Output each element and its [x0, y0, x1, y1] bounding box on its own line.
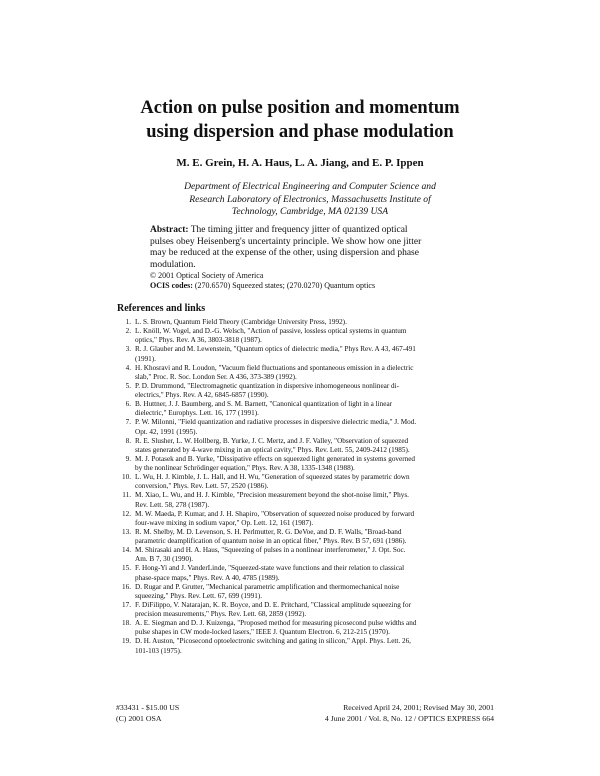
abstract-label: Abstract:	[150, 225, 189, 235]
reference-text-line: electrics," Phys. Rev. A 42, 6845-6857 (1990).	[135, 391, 269, 399]
references-heading: References and links	[117, 303, 206, 314]
reference-text-line: L. Wu, H. J. Kimble, J. L. Hall, and H. Wu, "Generation of squeezed states by parametric down	[135, 473, 410, 482]
reference-text-line: phase-space maps," Phys. Rev. A 40, 4785 (1989).	[135, 573, 280, 582]
reference-item	[120, 510, 492, 528]
abstract-line	[150, 225, 468, 237]
reference-item	[120, 601, 492, 619]
reference-text-line: A. E. Siegman and D. J. Kuizenga, "Proposed method for measuring picosecond pulse widths and	[135, 619, 417, 628]
reference-list	[120, 318, 492, 656]
reference-number: 4.	[125, 363, 131, 372]
reference-number: 5.	[125, 381, 131, 390]
footer-line: 4 June 2001 / Vol. 8, No. 12 / OPTICS EXPRESS 664	[324, 713, 494, 723]
affiliation-line: Department of Electrical Engineering and Computer Science and	[184, 181, 436, 192]
affiliation-line: Research Laboratory of Electronics, Massachusetts Institute of	[189, 193, 431, 205]
reference-number: 6.	[125, 400, 131, 409]
reference-text-line: four-wave mixing in sodium vapor," Op. Lett. 12, 161 (1987).	[135, 518, 314, 527]
copyright-notice: © 2001 Optical Society of America	[150, 271, 264, 280]
reference-item	[120, 528, 492, 546]
reference-text-line: (1991).	[135, 354, 156, 363]
reference-text-line: slab," Proc. R. Soc. London Ser. A 436, 373-389 (1992).	[135, 372, 297, 381]
reference-number: 11.	[122, 491, 131, 500]
reference-text-line: squeezing," Phys. Rev. Lett. 67, 699 (1991).	[135, 591, 263, 600]
reference-item	[120, 364, 492, 382]
reference-item	[120, 546, 492, 564]
reference-text-line: H. Khosravi and R. Loudon, "Vacuum field fluctuations and spontaneous emission in a dielectric	[135, 363, 414, 372]
footer-left	[116, 703, 179, 725]
reference-item	[120, 491, 492, 509]
reference-number: 1.	[125, 318, 131, 326]
ocis-label: OCIS codes:	[150, 281, 193, 290]
reference-item	[120, 455, 492, 473]
reference-number: 15.	[122, 564, 131, 573]
reference-text-line: 101-103 (1975).	[135, 646, 182, 655]
reference-text-line: P. W. Milonni, "Field quantization and radiative processes in dispersive dielectric media," J. Mod.	[135, 418, 417, 427]
reference-item	[120, 345, 492, 363]
reference-text-line: M. J. Potasek and B. Yurke, "Dissipative effects on squeezed light generated in systems governed	[135, 454, 415, 463]
reference-text-line: Am. B 7, 30 (1990).	[135, 555, 194, 564]
footer-line: #33431 - $15.00 US	[116, 703, 180, 712]
reference-number: 12.	[122, 509, 131, 518]
reference-number: 9.	[125, 454, 131, 463]
reference-text-line: dielectric," Europhys. Lett. 16, 177 (1991).	[135, 409, 259, 418]
abstract-line: modulation.	[150, 260, 196, 271]
reference-text-line: by the nonlinear Schrödinger equation," Phys. Rev. A 38, 1335-1348 (1988).	[135, 464, 355, 472]
reference-text-line: optics," Phys. Rev. A 36, 3803-3818 (1987).	[135, 336, 262, 345]
reference-text-line: R. E. Slusher, L. W. Hollberg, B. Yurke, J. C. Mertz, and J. F. Valley, "Observation of squeezed	[135, 436, 409, 445]
footer-line: (C) 2001 OSA	[116, 713, 162, 723]
reference-text-line: states generated by 4-wave mixing in an optical cavity," Phys. Rev. Lett. 55, 2409-2412 (1985).	[135, 445, 410, 454]
reference-text-line: Opt. 42, 1991 (1995).	[135, 427, 198, 436]
abstract-text: The timing jitter and frequency jitter of quantized optical	[188, 225, 408, 235]
abstract-line: may be reduced at the expense of the other, using dispersion and phase	[150, 248, 419, 259]
reference-number: 13.	[122, 527, 131, 536]
reference-text-line: parametric deamplification of quantum noise in an optical fiber," Phys. Rev. B 57, 691 (1986).	[135, 537, 407, 545]
reference-number: 7.	[125, 418, 131, 427]
reference-number: 3.	[125, 345, 131, 354]
reference-text-line: pulse shapes in CW mode-locked lasers," IEEE J. Quantum Electron. 6, 212-215 (1970).	[135, 628, 390, 637]
reference-item	[120, 418, 492, 436]
abstract	[150, 225, 468, 272]
reference-number: 17.	[122, 600, 131, 609]
reference-number: 18.	[122, 619, 131, 628]
reference-text-line: D. H. Auston, "Picosecond optoelectronic switching and gating in silicon," Appl. Phys. Lett. 26,	[135, 637, 411, 646]
reference-text-line: M. W. Maeda, P. Kumar, and J. H. Shapiro, "Observation of squeezed noise produced by forward	[135, 509, 415, 518]
abstract-line: pulses obey Heisenberg's uncertainty principle. We show how one jitter	[150, 236, 422, 247]
reference-item	[120, 637, 492, 655]
reference-text-line: F. Hong-Yi and J. VanderLinde, "Squeezed-state wave functions and their relation to classical	[135, 564, 405, 573]
reference-item	[120, 619, 492, 637]
reference-text-line: R. M. Shelby, M. D. Levenson, S. H. Perlmutter, R. G. DeVoe, and D. F. Walls, "Broad-band	[135, 527, 402, 536]
reference-text-line: L. Knöll, W. Vogel, and D.-G. Welsch, "Action of passive, lossless optical systems in quantum	[135, 327, 407, 336]
ocis-text: (270.6570) Squeezed states; (270.0270) Quantum optics	[192, 281, 376, 290]
reference-text-line: P. D. Drummond, "Electromagnetic quantization in dispersive inhomogeneous nonlinear di-	[135, 381, 400, 390]
footer-right	[325, 703, 494, 725]
title-line: Action on pulse position and momentum	[140, 98, 460, 118]
reference-number: 14.	[122, 546, 131, 555]
reference-text-line: R. J. Glauber and M. Lewenstein, "Quantum optics of dielectric media," Phys Rev. A 43, 467-491	[135, 345, 416, 354]
reference-item	[120, 564, 492, 582]
title-line: using dispersion and phase modulation	[146, 122, 454, 142]
affiliation	[150, 181, 470, 219]
reference-text-line: L. S. Brown, Quantum Field Theory (Cambridge University Press, 1992).	[135, 318, 347, 326]
reference-item	[120, 400, 492, 418]
reference-text-line: Rev. Lett. 58, 278 (1987).	[135, 500, 210, 509]
reference-item	[120, 327, 492, 345]
footer-line: Received April 24, 2001; Revised May 30, 2001	[343, 703, 494, 712]
reference-number: 8.	[125, 436, 131, 445]
paper-title	[0, 96, 600, 144]
reference-item	[120, 473, 492, 491]
author-list: M. E. Grein, H. A. Haus, L. A. Jiang, and E. P. Ippen	[176, 157, 424, 169]
reference-text-line: precision measurements," Phys. Rev. Lett. 68, 2859 (1992).	[135, 610, 307, 618]
reference-text-line: M. Shirasaki and H. A. Haus, "Squeezing of pulses in a nonlinear interferometer," J. Opt. Soc.	[135, 546, 406, 555]
reference-text-line: D. Rugar and P. Grutter, "Mechanical parametric amplification and thermomechanical noise	[135, 582, 400, 591]
reference-text-line: M. Xiao, L. Wu, and H. J. Kimble, "Precision measurement beyond the shot-noise limit," Phys.	[135, 491, 409, 500]
reference-text-line: F. DiFilippo, V. Natarajan, K. R. Boyce, and D. E. Pritchard, "Classical amplitude squeezing for	[135, 600, 411, 609]
reference-text-line: conversion," Phys. Rev. Lett. 57, 2520 (1986).	[135, 482, 269, 491]
reference-number: 2.	[125, 327, 131, 336]
affiliation-line: Technology, Cambridge, MA 02139 USA	[231, 206, 389, 217]
reference-item	[120, 437, 492, 455]
reference-item	[120, 318, 492, 327]
reference-item	[120, 583, 492, 601]
reference-text-line: B. Huttner, J. J. Baumberg, and S. M. Barnett, "Canonical quantization of light in a linear	[135, 400, 393, 409]
reference-item	[120, 382, 492, 400]
reference-number: 10.	[122, 473, 131, 482]
reference-number: 19.	[122, 637, 131, 646]
ocis-codes	[150, 281, 480, 290]
reference-number: 16.	[122, 582, 131, 591]
